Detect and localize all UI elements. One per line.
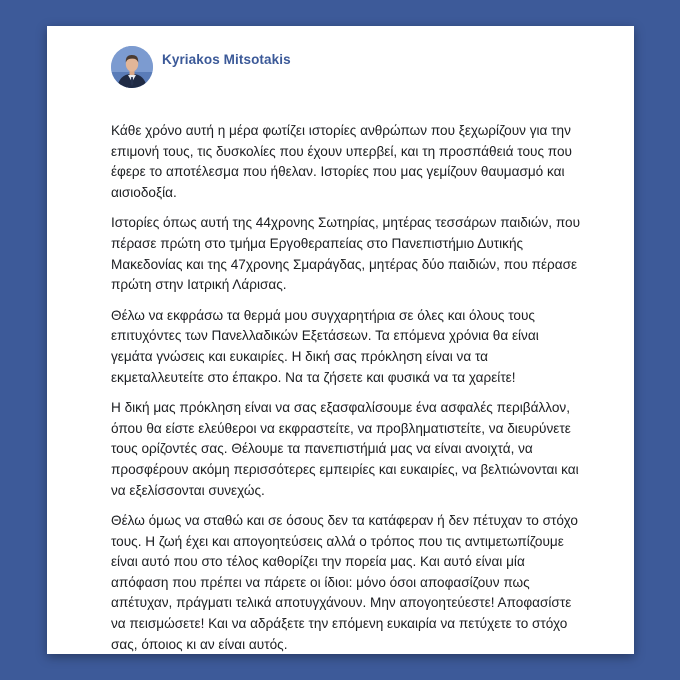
avatar[interactable]	[111, 46, 153, 88]
profile-photo-icon	[111, 46, 153, 88]
post-paragraph-1: Κάθε χρόνο αυτή η μέρα φωτίζει ιστορίες ανθρώπων που ξεχωρίζουν για την επιμονή τους, τις δυσκολίες που έχουν υπερβεί, και τη προσπάθειά τους που έφερε το αποτέλεσμα που ήθελαν. Ιστορίες που μας γεμίζουν θαυμασμό και αισιοδοξία.	[111, 123, 572, 200]
post-card	[47, 26, 634, 654]
post-paragraph-5: Θέλω όμως να σταθώ και σε όσους δεν τα κατάφεραν ή δεν πέτυχαν το στόχο τους. Η ζωή έχει και απογοητεύσεις αλλά ο τρόπος που τις αντιμετωπίζουμε είναι αυτό που στο τέλος καθορίζει την πορεία μας. Και αυτό είναι μία απόφαση που πρέπει να πάρετε οι ίδιοι: μόνο όσοι αποφασίζουν πως απέτυχαν, πράγματι τελικά αποτυγχάνουν. Μην απογοητεύεστε! Αποφασίστε να πεισμώσετε! Και να αδράξετε την επόμενη ευκαιρία να πετύχετε το στόχο σας, όποιος κι αν είναι αυτός.	[111, 513, 578, 652]
post-header	[111, 46, 291, 88]
post-paragraph-3: Θέλω να εκφράσω τα θερμά μου συγχαρητήρια σε όλες και όλους τους επιτυχόντες των Πανελλαδικών Εξετάσεων. Τα επόμενα χρόνια θα είναι γεμάτα γνώσεις και ευκαιρίες. Η δική σας πρόκληση είναι να τα εκμεταλλευτείτε στο έπακρο. Να τα ζήσετε και φυσικά να τα χαρείτε!	[111, 307, 539, 385]
post-paragraph-2: Ιστορίες όπως αυτή της 44χρονης Σωτηρίας, μητέρας τεσσάρων παιδιών, που πέρασε πρώτη στο τμήμα Εργοθεραπείας στο Πανεπιστήμιο Δυτικής Μακεδονίας και της 47χρονης Σμαράγδας, μητέρας δύο παιδιών, που πέρασε πρώτη στην Ιατρική Λάρισας.	[111, 215, 581, 293]
post-text	[111, 121, 581, 665]
author-name-link[interactable]: Kyriakos Mitsotakis	[162, 51, 291, 67]
post-paragraph-4: Η δική μας πρόκληση είναι να σας εξασφαλίσουμε ένα ασφαλές περιβάλλον, όπου θα είστε ελεύθεροι να εκφραστείτε, να προβληματιστείτε, να διευρύνετε τους ορίζοντές σας. Θέλουμε τα πανεπιστήμιά μας να είναι ανοιχτά, να προσφέρουν ακόμη περισσότερες εμπειρίες και ευκαιρίες, να βελτιώνονται και να εξελίσσονται συνεχώς.	[111, 400, 579, 498]
